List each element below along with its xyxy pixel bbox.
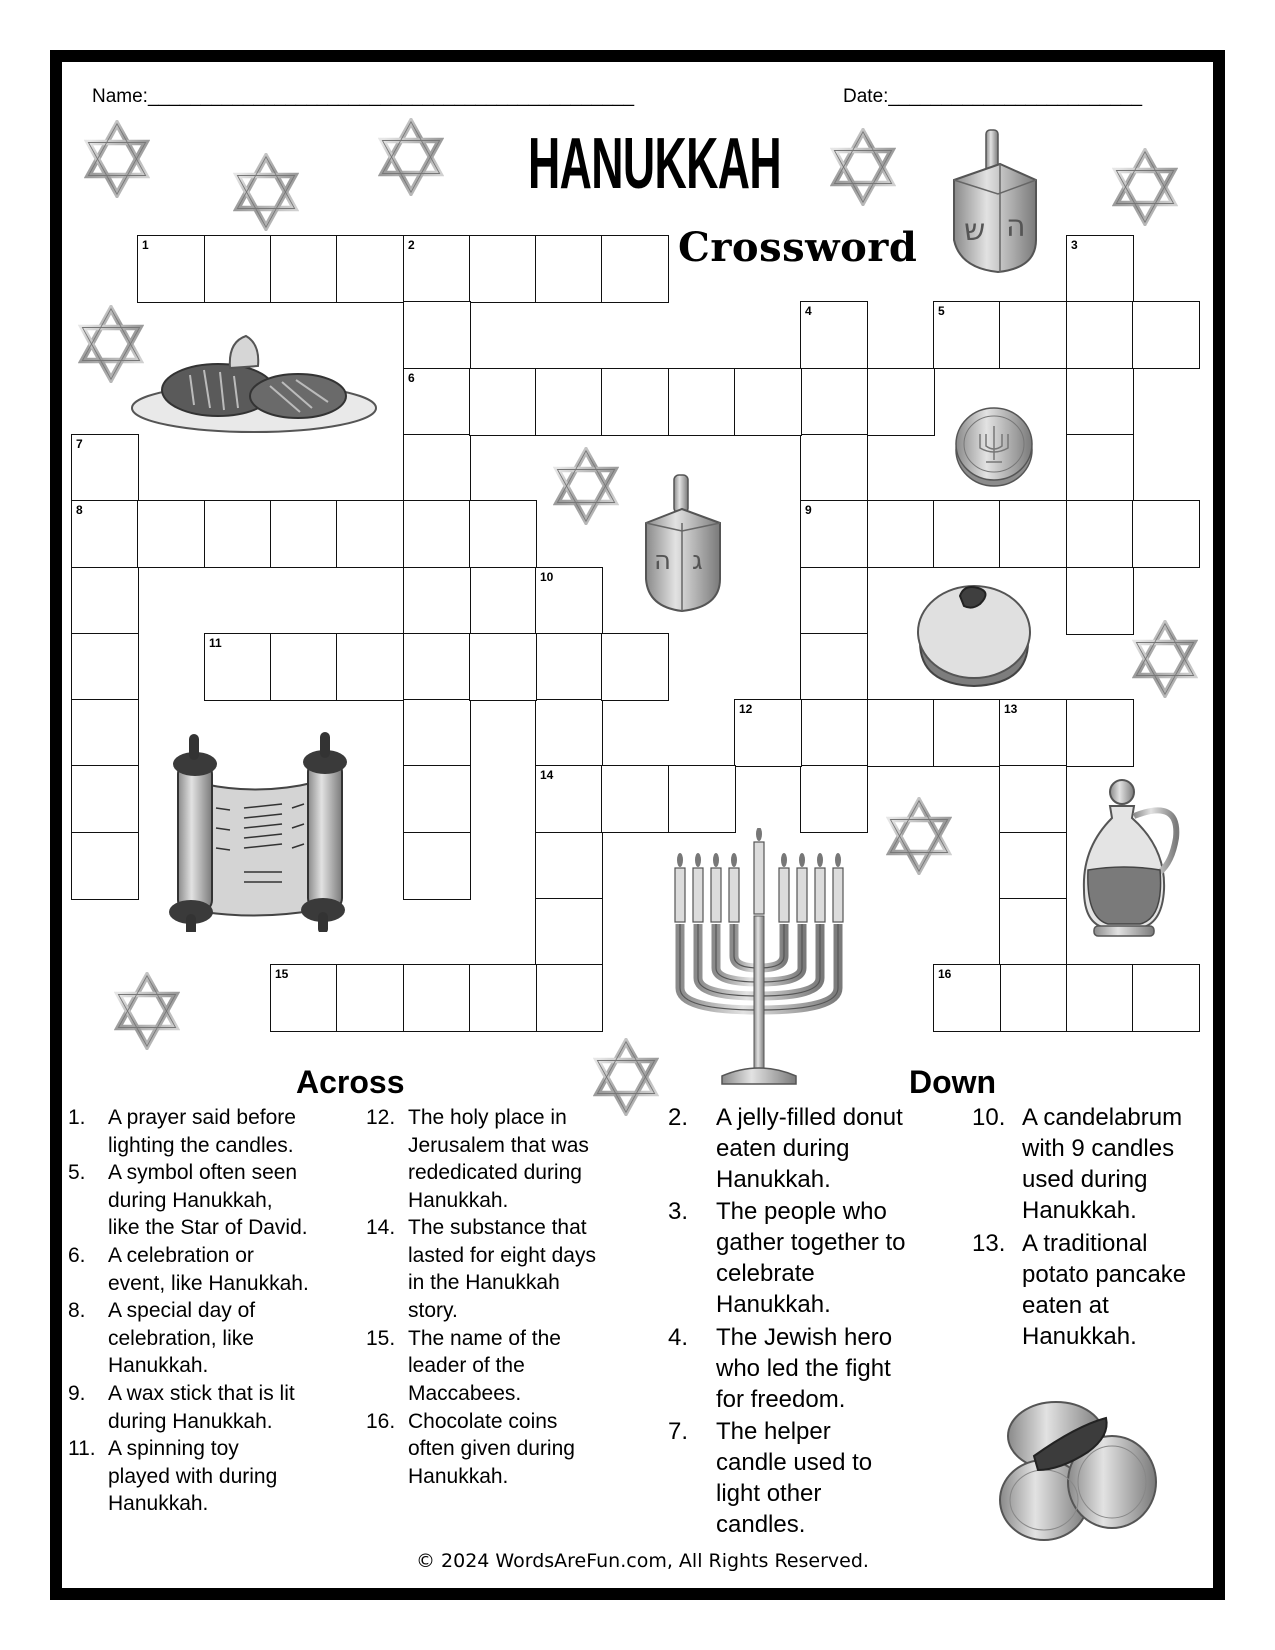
crossword-cell[interactable] — [601, 633, 669, 701]
crossword-cell[interactable] — [668, 368, 736, 436]
crossword-cell[interactable] — [403, 699, 471, 767]
crossword-cell[interactable] — [1132, 964, 1200, 1032]
crossword-cell[interactable] — [403, 434, 471, 502]
star-of-david-icon — [233, 153, 299, 231]
date-label: Date: — [843, 86, 889, 107]
copyright-footer: © 2024 WordsAreFun.com, All Rights Reserved. — [416, 1550, 869, 1572]
clue-number: 1. — [68, 1106, 86, 1129]
across-clue — [68, 1159, 308, 1242]
clue-number: 16 — [938, 967, 952, 981]
clue-text: The helper candle used to light other candles. — [716, 1418, 873, 1538]
crossword-cell[interactable] — [270, 633, 338, 701]
across-clue — [366, 1214, 596, 1324]
down-clue — [668, 1416, 872, 1540]
latkes-plate-icon — [130, 330, 380, 435]
clue-text: A candelabrum with 9 candles used during Hanukkah. — [1022, 1104, 1183, 1224]
dreidel-icon — [640, 473, 726, 613]
across-clue — [68, 1380, 295, 1435]
crossword-cell[interactable] — [1066, 434, 1134, 502]
crossword-cell[interactable] — [601, 765, 669, 833]
crossword-cell[interactable] — [71, 567, 139, 635]
crossword-cell[interactable] — [469, 500, 537, 568]
crossword-cell[interactable] — [1066, 964, 1134, 1032]
crossword-cell[interactable] — [403, 765, 471, 833]
clue-number: 6. — [68, 1244, 86, 1267]
crossword-cell[interactable] — [336, 500, 404, 568]
down-clue — [668, 1322, 892, 1415]
name-line: ______________________________________________ — [147, 86, 635, 107]
clue-number: 8 — [76, 503, 83, 517]
crossword-cell[interactable] — [270, 500, 338, 568]
crossword-cell[interactable] — [1066, 500, 1134, 568]
page-title: HANUKKAH — [528, 124, 781, 204]
clue-text: A symbol often seen during Hanukkah, like the Star of David. — [108, 1161, 308, 1240]
crossword-cell[interactable] — [800, 434, 868, 502]
crossword-cell[interactable] — [1066, 368, 1134, 436]
down-heading: Down — [909, 1064, 997, 1100]
clue-text: Chocolate coins often given during Hanukkah. — [408, 1409, 575, 1488]
crossword-cell[interactable] — [535, 832, 603, 900]
crossword-cell[interactable] — [535, 633, 603, 701]
crossword-cell[interactable] — [800, 301, 868, 369]
down-clue — [668, 1102, 903, 1195]
crossword-cell[interactable] — [800, 765, 868, 833]
crossword-cell[interactable] — [403, 368, 471, 436]
crossword-cell[interactable] — [800, 368, 868, 436]
clue-number: 12 — [739, 702, 753, 716]
clue-number: 16. — [366, 1409, 396, 1433]
across-clue — [366, 1325, 561, 1408]
crossword-cell[interactable] — [403, 633, 471, 701]
across-clue — [68, 1242, 309, 1297]
star-of-david-icon — [1132, 620, 1198, 698]
clue-number: 11. — [68, 1437, 96, 1461]
star-of-david-icon — [378, 118, 444, 196]
crossword-cell[interactable] — [933, 964, 1001, 1032]
crossword-cell[interactable] — [336, 964, 404, 1032]
crossword-cell[interactable] — [601, 368, 669, 436]
across-clue — [366, 1408, 575, 1491]
star-of-david-icon — [114, 972, 180, 1050]
clue-number: 5 — [938, 304, 945, 318]
crossword-cell[interactable] — [999, 765, 1067, 833]
crossword-cell[interactable] — [469, 633, 537, 701]
crossword-cell[interactable] — [999, 898, 1067, 966]
date-field[interactable] — [843, 86, 1142, 108]
across-clue — [68, 1297, 255, 1380]
crossword-cell[interactable] — [403, 964, 471, 1032]
across-clue — [68, 1104, 296, 1159]
crossword-cell[interactable] — [71, 699, 139, 767]
crossword-cell[interactable] — [403, 832, 471, 900]
clue-number: 6 — [408, 371, 415, 385]
crossword-cell[interactable] — [1066, 301, 1134, 369]
star-of-david-icon — [553, 447, 619, 525]
crossword-cell[interactable] — [71, 434, 139, 502]
clue-number: 15. — [366, 1326, 396, 1350]
clue-number: 13. — [972, 1229, 1006, 1257]
crossword-cell[interactable] — [403, 500, 471, 568]
clue-number: 10 — [540, 570, 554, 584]
crossword-cell[interactable] — [535, 898, 603, 966]
across-heading: Across — [296, 1064, 405, 1100]
crossword-cell[interactable] — [535, 567, 603, 635]
clue-number: 15 — [275, 967, 289, 981]
torah-scroll-icon — [164, 732, 356, 932]
crossword-cell[interactable] — [336, 235, 404, 303]
crossword-cell[interactable] — [336, 633, 404, 701]
down-clue — [972, 1102, 1182, 1226]
star-of-david-icon — [886, 797, 952, 875]
menorah-icon — [666, 828, 852, 1088]
crossword-cell[interactable] — [204, 633, 272, 701]
clue-number: 14 — [540, 768, 554, 782]
crossword-cell[interactable] — [734, 368, 802, 436]
clue-number: 4. — [668, 1323, 689, 1351]
crossword-cell[interactable] — [999, 964, 1067, 1032]
clue-number: 3. — [668, 1198, 689, 1226]
crossword-cell[interactable] — [403, 567, 471, 635]
sufganiyah-donut-icon — [914, 580, 1034, 692]
crossword-cell[interactable] — [1132, 301, 1200, 369]
svg-text:ה: ה — [654, 546, 671, 576]
crossword-cell[interactable] — [535, 765, 603, 833]
clue-text: A special day of celebration, like Hanukkah. — [108, 1299, 256, 1378]
clue-text: The people who gather together to celebrate Hanukkah. — [716, 1198, 906, 1319]
date-line: ________________________ — [888, 86, 1143, 107]
crossword-cell[interactable] — [403, 301, 471, 369]
clue-number: 7 — [76, 437, 83, 451]
clue-number: 5. — [68, 1161, 86, 1185]
clue-number: 4 — [805, 304, 812, 318]
clue-text: The Jewish hero who led the fight for freedom. — [716, 1323, 893, 1413]
crossword-cell[interactable] — [668, 765, 736, 833]
down-clue — [972, 1228, 1186, 1352]
clue-number: 13 — [1004, 702, 1018, 716]
star-of-david-icon — [84, 120, 150, 198]
crossword-cell[interactable] — [403, 235, 471, 303]
crossword-cell[interactable] — [999, 699, 1067, 767]
clue-number: 9 — [805, 503, 812, 517]
clue-text: The substance that lasted for eight days in the Hanukkah story. — [408, 1216, 596, 1322]
crossword-cell[interactable] — [535, 699, 603, 767]
star-of-david-icon — [830, 128, 896, 206]
crossword-cell[interactable] — [469, 235, 537, 303]
gelt-coin-icon — [952, 404, 1036, 488]
page-subtitle: Crossword — [678, 224, 918, 271]
clue-number: 1 — [142, 238, 149, 252]
oil-jug-icon — [1080, 778, 1190, 938]
star-of-david-icon — [593, 1038, 659, 1116]
crossword-cell[interactable] — [1066, 699, 1134, 767]
name-label: Name: — [92, 86, 148, 107]
crossword-cell[interactable] — [469, 964, 537, 1032]
clue-text: A wax stick that is lit during Hanukkah. — [108, 1382, 295, 1433]
crossword-cell[interactable] — [71, 765, 139, 833]
svg-text:ג: ג — [692, 546, 703, 576]
clue-number: 8. — [68, 1299, 86, 1323]
crossword-cell[interactable] — [137, 235, 205, 303]
crossword-cell[interactable] — [1132, 500, 1200, 568]
crossword-cell[interactable] — [933, 301, 1001, 369]
down-clue — [668, 1196, 905, 1320]
name-field[interactable] — [92, 86, 634, 108]
clue-text: A traditional potato pancake eaten at Hanukkah. — [1022, 1229, 1187, 1350]
crossword-cell[interactable] — [535, 368, 603, 436]
crossword-cell[interactable] — [535, 235, 603, 303]
crossword-cell[interactable] — [800, 699, 868, 767]
crossword-cell[interactable] — [999, 832, 1067, 900]
crossword-cell[interactable] — [204, 500, 272, 568]
clue-text: A jelly-filled donut eaten during Hanukkah. — [716, 1104, 903, 1193]
crossword-cell[interactable] — [137, 500, 205, 568]
crossword-cell[interactable] — [71, 500, 139, 568]
clue-text: A prayer said before lighting the candles. — [108, 1106, 296, 1157]
svg-text:ה: ה — [1006, 209, 1026, 244]
clue-number: 12. — [366, 1106, 396, 1129]
crossword-cell[interactable] — [535, 964, 603, 1032]
crossword-cell[interactable] — [867, 699, 935, 767]
clue-number: 2. — [668, 1104, 689, 1131]
clue-number: 2 — [408, 238, 415, 252]
crossword-cell[interactable] — [270, 964, 338, 1032]
crossword-cell[interactable] — [71, 832, 139, 900]
crossword-cell[interactable] — [1066, 567, 1134, 635]
clue-number: 7. — [668, 1418, 689, 1445]
crossword-cell[interactable] — [71, 633, 139, 701]
crossword-cell[interactable] — [999, 500, 1067, 568]
crossword-cell[interactable] — [867, 368, 935, 436]
star-of-david-icon — [1112, 148, 1178, 226]
clue-number: 10. — [972, 1104, 1006, 1131]
gelt-pile-icon — [996, 1396, 1162, 1544]
crossword-cell[interactable] — [867, 500, 935, 568]
crossword-cell[interactable] — [1066, 235, 1134, 303]
across-clue — [366, 1104, 589, 1214]
clue-text: A celebration or event, like Hanukkah. — [108, 1244, 309, 1295]
clue-number: 3 — [1071, 238, 1078, 252]
crossword-cell[interactable] — [204, 235, 272, 303]
crossword-cell[interactable] — [270, 235, 338, 303]
dreidel-icon — [940, 128, 1050, 276]
clue-text: The holy place in Jerusalem that was rededicated during Hanukkah. — [408, 1106, 589, 1212]
crossword-cell[interactable] — [800, 500, 868, 568]
crossword-cell[interactable] — [800, 633, 868, 701]
crossword-cell[interactable] — [999, 301, 1067, 369]
clue-number: 14. — [366, 1216, 396, 1240]
crossword-cell[interactable] — [601, 235, 669, 303]
crossword-cell[interactable] — [800, 567, 868, 635]
crossword-cell[interactable] — [469, 368, 537, 436]
crossword-cell[interactable] — [734, 699, 802, 767]
svg-text:ש: ש — [964, 213, 986, 248]
clue-number: 9. — [68, 1382, 86, 1405]
crossword-cell[interactable] — [933, 500, 1001, 568]
clue-number: 11 — [209, 636, 222, 650]
across-clue — [68, 1435, 277, 1518]
crossword-cell[interactable] — [933, 699, 1001, 767]
clue-text: A spinning toy played with during Hanukkah. — [108, 1437, 278, 1516]
clue-text: The name of the leader of the Maccabees. — [408, 1326, 561, 1405]
